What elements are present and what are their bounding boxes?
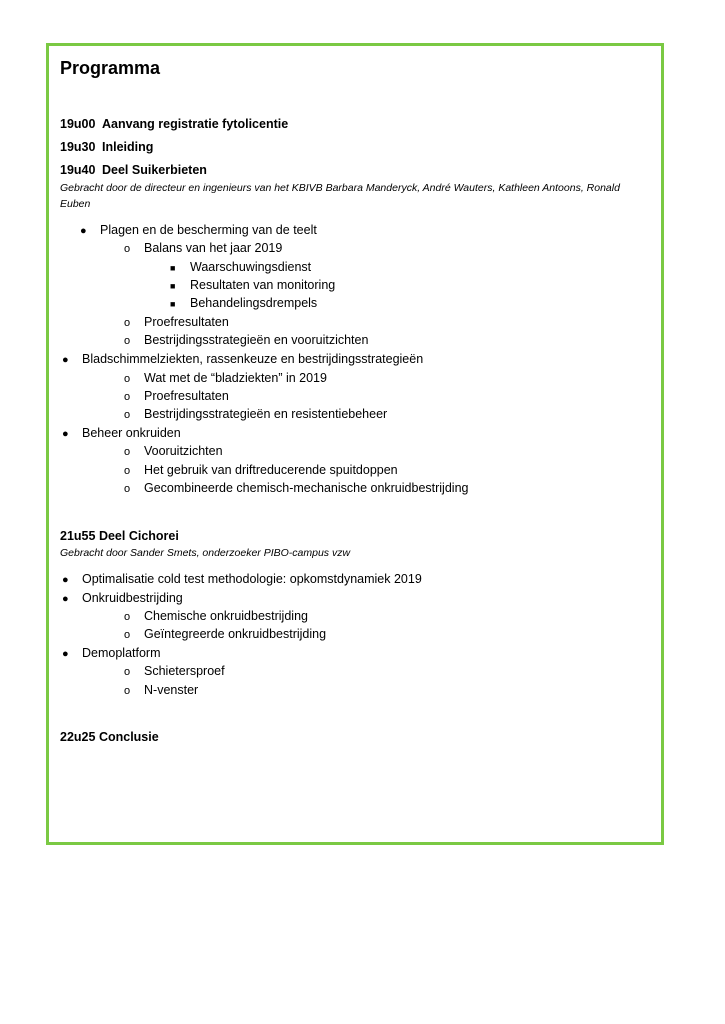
bullet-icon: o [124,483,131,495]
bullet-icon: o [124,317,131,329]
bullet-icon: o [124,446,131,458]
list-item-label: Schietersproef [144,664,225,678]
list-item [170,260,311,274]
bullet-icon: ● [62,574,69,586]
list-item-label: Optimalisatie cold test methodologie: opkomstdynamiek 2019 [82,572,422,586]
bullet-icon: o [124,335,131,347]
list-item [62,591,183,605]
bullet-icon: ■ [170,299,176,309]
list-item [124,463,398,477]
list-item-label: Balans van het jaar 2019 [144,241,283,255]
bullet-icon: ■ [170,281,176,291]
bullet-icon: o [124,409,131,421]
list-item [62,646,161,660]
list-item-label: Bladschimmelziekten, rassenkeuze en bestrijdingsstrategieën [82,352,424,366]
time-label: 19u30 [60,140,96,154]
bullet-icon: ● [62,428,69,440]
presenter-line: Euben [60,198,91,210]
time-label: 19u40 [60,163,96,177]
list-item-label: Bestrijdingsstrategieën en vooruitzichten [144,333,369,347]
bullet-icon: o [124,629,131,641]
page-title: Programma [60,58,161,78]
list-item-label: Geïntegreerde onkruidbestrijding [144,627,327,641]
bullet-icon: o [124,391,131,403]
list-item-label: Plagen en de bescherming van de teelt [100,223,317,237]
list-item [124,333,368,347]
list-item-label: N-venster [144,683,199,697]
bullet-icon: ● [62,354,69,366]
list-item [80,223,317,237]
list-item-label: Behandelingsdrempels [190,296,318,310]
list-item [124,241,282,255]
list-item [124,627,326,641]
list-item-label: Onkruidbestrijding [82,591,183,605]
time-label: 22u25 [60,730,96,744]
presenter-line: Gebracht door Sander Smets, onderzoeker PIBO-campus vzw [60,547,351,559]
bullet-icon: ■ [170,263,176,273]
bullet-icon: o [124,611,131,623]
time-label: 21u55 [60,529,96,543]
list-item-label: Chemische onkruidbestrijding [144,609,308,623]
list-item-label: Demoplatform [82,646,161,660]
agenda-label: Inleiding [102,140,154,154]
list-item [124,444,223,458]
list-item [124,683,198,697]
list-item-label: Het gebruik van driftreducerende spuitdoppen [144,463,398,477]
bullet-icon: o [124,243,131,255]
presenter-line: Gebracht door de directeur en ingenieurs van het KBIVB Barbara Manderyck, André Wauters, Kathleen Antoons, Ronald [60,182,620,194]
list-item [124,389,229,403]
list-item [124,481,468,495]
list-item-label: Proefresultaten [144,315,229,329]
agenda-label: Deel Cichorei [98,529,179,543]
list-item [124,664,225,678]
bullet-icon: ● [80,225,87,237]
list-item-label: Vooruitzichten [144,444,223,458]
list-item-label: Bestrijdingsstrategieën en resistentiebeheer [144,407,388,421]
list-item [62,572,422,586]
agenda-intro [60,140,153,154]
agenda-label: Aanvang registratie fytolicentie [102,117,289,131]
agenda-sugar-beet [60,163,207,177]
agenda-conclusion [60,730,159,744]
list-item [124,407,387,421]
agenda-label: Deel Suikerbieten [102,163,207,177]
list-item [124,609,308,623]
list-item-label: Gecombineerde chemisch-mechanische onkruidbestrijding [144,481,469,495]
list-item-label: Resultaten van monitoring [190,278,336,292]
agenda-chicory [60,529,179,543]
list-item [62,426,181,440]
agenda-registration [60,117,288,131]
bullet-icon: o [124,373,131,385]
list-item [170,296,317,310]
list-item-label: Beheer onkruiden [82,426,181,440]
bullet-icon: ● [62,648,69,660]
list-item-label: Wat met de “bladziekten” in 2019 [144,371,327,385]
list-item [124,315,229,329]
list-item [124,371,327,385]
list-item-label: Waarschuwingsdienst [190,260,312,274]
agenda-label: Conclusie [98,730,159,744]
list-item [170,278,335,292]
bullet-icon: o [124,465,131,477]
bullet-icon: o [124,666,131,678]
time-label: 19u00 [60,117,96,131]
bullet-icon: o [124,685,131,697]
list-item [62,352,423,366]
list-item-label: Proefresultaten [144,389,229,403]
bullet-icon: ● [62,593,69,605]
